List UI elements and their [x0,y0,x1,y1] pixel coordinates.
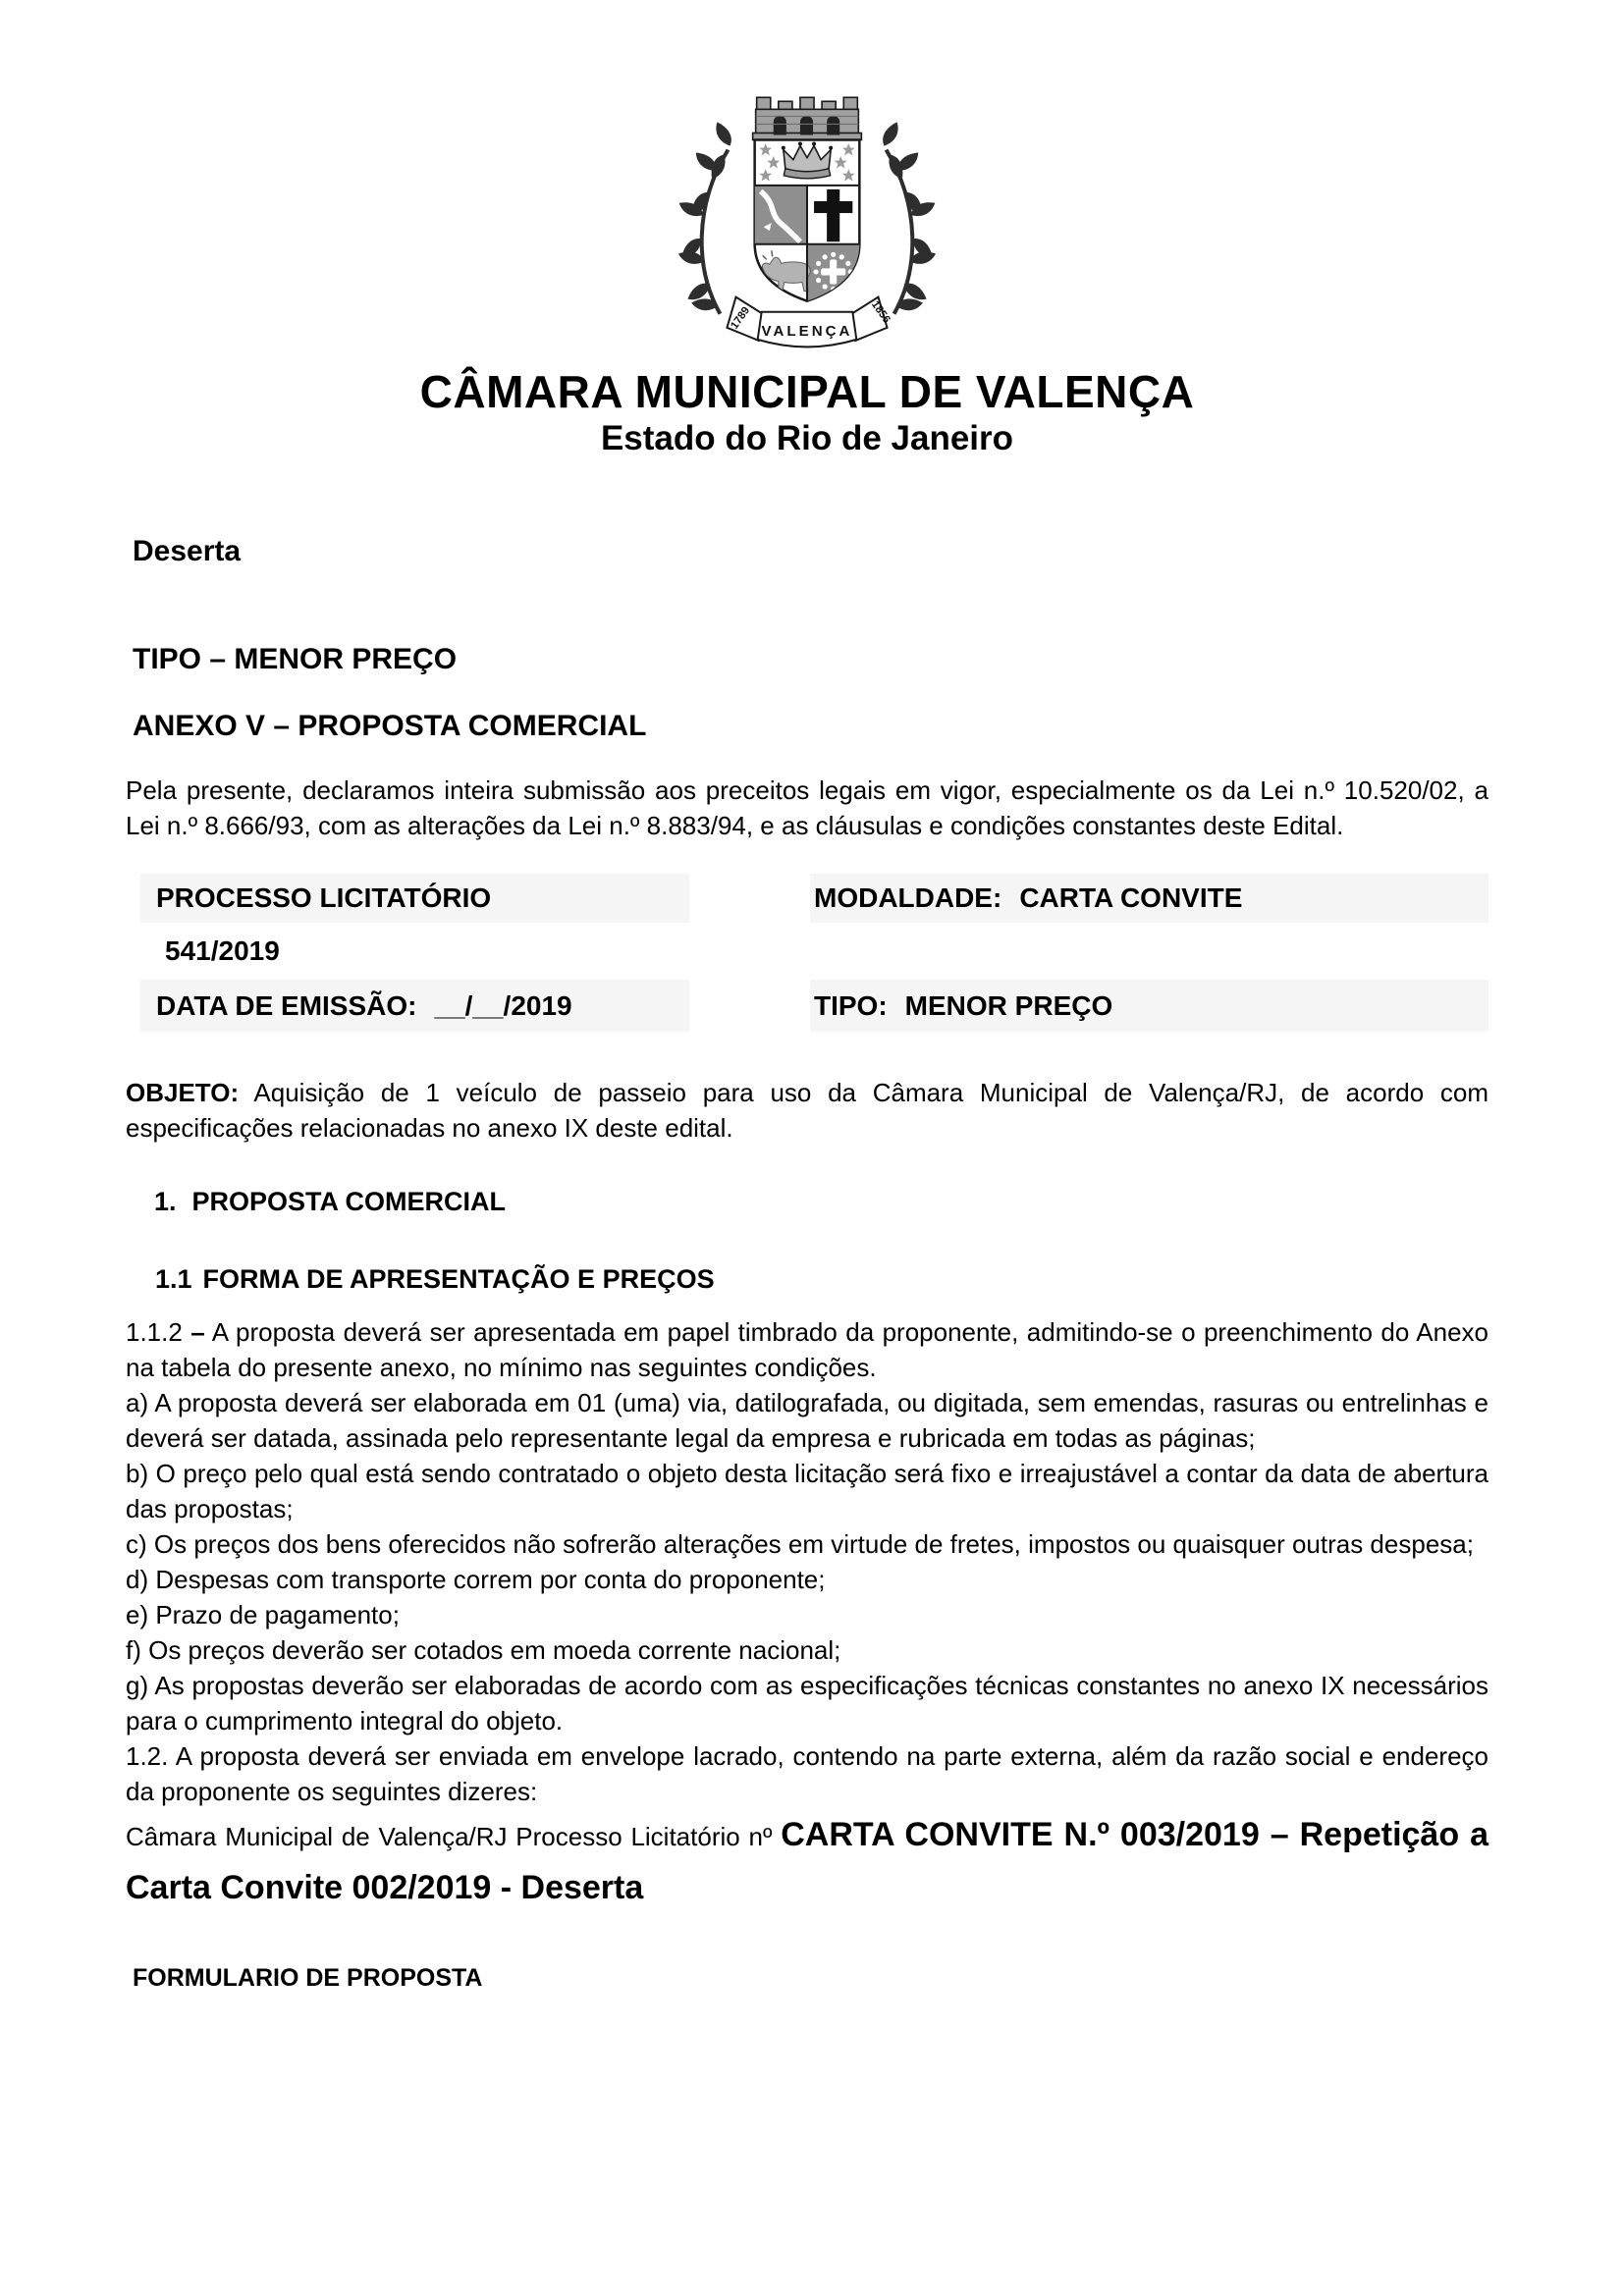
org-subtitle: Estado do Rio de Janeiro [600,419,1014,457]
clause-112 [126,1314,1488,1385]
section-heading-1-1 [155,1264,1488,1295]
objeto-paragraph [126,1075,1488,1146]
municipal-coat-of-arms [634,59,980,355]
envelope-line [126,1809,1488,1915]
clause-item-b: b) O preço pelo qual está sendo contratado o objeto desta licitação será fixo e irreajustável a contar da data de abertura das propostas; [126,1459,1488,1523]
status-line: Deserta [133,535,242,567]
cell-gap [689,874,810,923]
process-number: 541/2019 [165,935,280,966]
clause-item-e: e) Prazo de pagamento; [126,1600,400,1629]
process-header-cell [140,874,689,923]
process-table [126,874,1488,1032]
table-row [126,980,1488,1032]
envelope-prefix: Câmara Municipal de Valença/RJ Processo Licitatório nº [126,1822,773,1851]
annex-line: ANEXO V – PROPOSTA COMERCIAL [133,710,647,742]
crest-container [126,59,1488,360]
section-number: 1. [154,1187,177,1216]
mural-crown-icon [753,97,862,139]
emission-cell [140,980,689,1032]
objeto-label: OBJETO: [126,1078,240,1107]
modality-cell [810,874,1488,923]
clause-item-c: c) Os preços dos bens oferecidos não sofrerão alterações em virtude de fretes, impostos ou quaisquer outras despesa; [126,1529,1474,1559]
clause-number: 1.1.2 [126,1317,183,1347]
section-number: 1.1 [155,1264,192,1294]
shield-icon [755,140,861,304]
form-title: FORMULARIO DE PROPOSTA [133,1964,483,1992]
envelope-highlight: CARTA CONVITE N.º 003/2019 – Repetição a Carta Convite 002/2019 - Deserta [126,1816,1488,1906]
modality-value: CARTA CONVITE [1019,882,1243,913]
type-line: TIPO – MENOR PREÇO [133,643,458,675]
org-title: CÂMARA MUNICIPAL DE VALENÇA [419,366,1195,417]
laurel-branch-right-icon [881,120,938,314]
banner-ribbon-icon [727,297,892,347]
clause-item-g: g) As propostas deverão ser elaboradas de acordo com as especificações técnicas constantes no anexo IX necessários para o cumprimento integral do objeto. [126,1671,1488,1735]
section-title: FORMA DE APRESENTAÇÃO E PREÇOS [202,1264,715,1294]
cell-gap [689,980,810,1032]
modality-label: MODALDADE: [814,882,1002,913]
type-label: TIPO: [814,989,888,1021]
banner-year-left: 1789 [729,304,753,332]
banner-year-right: 1856 [868,298,893,326]
laurel-branch-left-icon [676,120,733,314]
section-heading-1 [154,1187,1488,1217]
clause-dash: – [190,1317,205,1347]
type-cell [810,980,1488,1032]
clause-item-d: d) Despesas com transporte correm por conta do proponente; [126,1565,826,1594]
clauses-block [126,1314,1488,1809]
emission-label: DATA DE EMISSÃO: [156,989,417,1021]
table-row [126,874,1488,923]
clause-12: 1.2. A proposta deverá ser enviada em envelope lacrado, contendo na parte externa, além da razão social e endereço da proponente os seguintes dizeres: [126,1741,1488,1806]
clause-item-a: a) A proposta deverá ser elaborada em 01 (uma) via, datilografada, ou digitada, sem emendas, rasuras ou entrelinhas e deverá ser datada, assinada pelo representante legal da empresa e rubricada em todas as páginas; [126,1388,1488,1453]
section-title: PROPOSTA COMERCIAL [191,1187,507,1216]
type-value: MENOR PREÇO [904,989,1113,1021]
clause-item-f: f) Os preços deverão ser cotados em moeda corrente nacional; [126,1635,841,1665]
objeto-text: Aquisição de 1 veículo de passeio para uso da Câmara Municipal de Valença/RJ, de acordo com especificações relacionadas no anexo IX deste edital. [126,1078,1488,1143]
emission-value: __/__/2019 [434,989,572,1021]
process-header: PROCESSO LICITATÓRIO [156,882,492,913]
clause-text: A proposta deverá ser apresentada em papel timbrado da proponente, admitindo-se o preenchimento do Anexo na tabela do presente anexo, no mínimo nas seguintes condições. [126,1317,1488,1382]
table-row [126,923,1488,980]
banner-text: VALENÇA [761,322,853,340]
intro-paragraph: Pela presente, declaramos inteira submissão aos preceitos legais em vigor, especialmente os da Lei n.º 10.520/02, a Lei n.º 8.666/93, com as alterações da Lei n.º 8.883/94, e as cláusulas e condições constantes deste Edital. [126,775,1488,840]
